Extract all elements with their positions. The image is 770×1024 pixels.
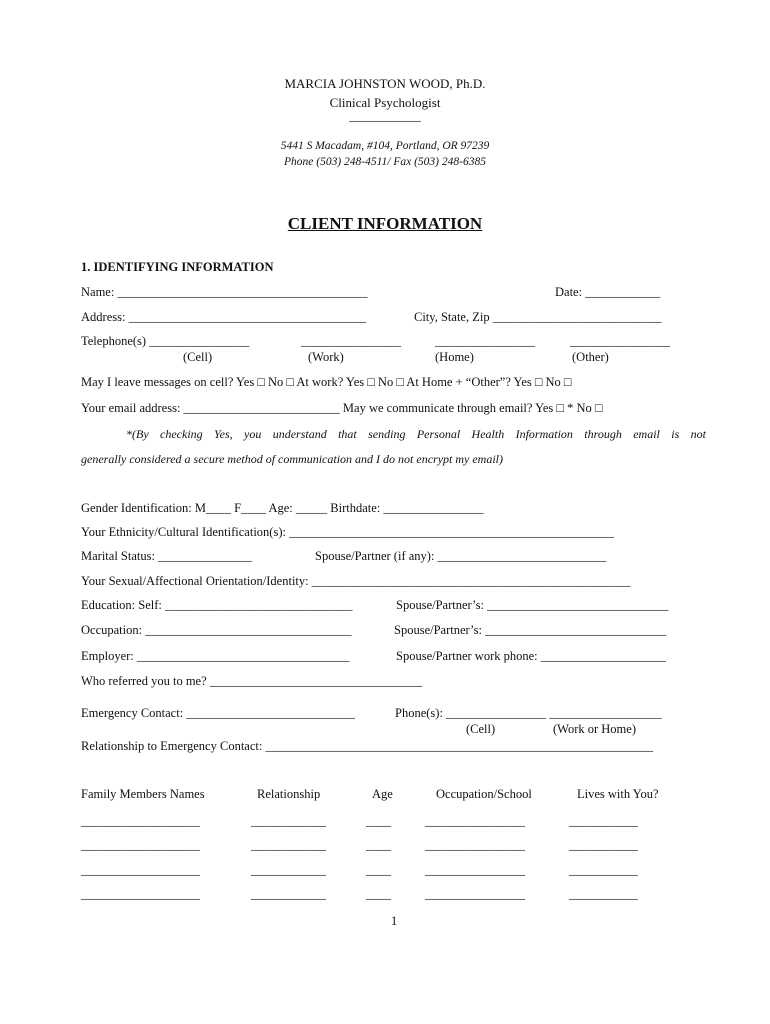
telephone-work-field[interactable]: ________________ <box>301 334 401 348</box>
date-field[interactable]: Date: ____________ <box>555 285 661 299</box>
family-header-names: Family Members Names <box>81 787 205 801</box>
email-disclaimer-line2: generally considered a secure method of communication and I do not encrypt my email) <box>81 452 504 466</box>
education-self-field[interactable]: Education: Self: ______________________________ <box>81 598 353 612</box>
telephone-other-field[interactable]: ________________ <box>570 334 670 348</box>
office-address: 5441 S Macadam, #104, Portland, OR 97239 <box>280 140 490 152</box>
family-header-occupation: Occupation/School <box>436 787 532 801</box>
family-header-age: Age <box>372 787 393 801</box>
family-age-field[interactable]: ____ <box>366 863 391 877</box>
doctor-name: MARCIA JOHNSTON WOOD, Ph.D. <box>284 76 486 91</box>
ethnicity-field[interactable]: Your Ethnicity/Cultural Identification(s): ____________________________________________________ <box>81 525 615 539</box>
family-header-lives-with: Lives with You? <box>577 787 659 801</box>
family-age-field[interactable]: ____ <box>366 838 391 852</box>
label-emergency-work-home: (Work or Home) <box>553 722 636 736</box>
orientation-field[interactable]: Your Sexual/Affectional Orientation/Identity: ___________________________________________________ <box>81 574 631 588</box>
occupation-field[interactable]: Occupation: _________________________________ <box>81 623 352 637</box>
spouse-work-phone-field[interactable]: Spouse/Partner work phone: ____________________ <box>396 649 666 663</box>
messages-permission-row[interactable]: May I leave messages on cell? Yes □ No □ At work? Yes □ No □ At Home + “Other”? Yes □ No □ <box>81 375 572 389</box>
family-relationship-field[interactable]: ____________ <box>251 814 326 828</box>
label-cell: (Cell) <box>183 350 213 364</box>
family-lives-with-field[interactable]: ___________ <box>569 863 638 877</box>
family-header-relationship: Relationship <box>257 787 321 801</box>
occupation-spouse-field[interactable]: Spouse/Partner’s: _____________________________ <box>394 623 667 637</box>
office-phone: Phone (503) 248-4511/ Fax (503) 248-6385 <box>284 156 486 168</box>
section-identifying-information: 1. IDENTIFYING INFORMATION <box>81 260 274 274</box>
family-occupation-field[interactable]: ________________ <box>425 814 525 828</box>
referred-by-field[interactable]: Who referred you to me? __________________________________ <box>81 674 423 688</box>
label-other: (Other) <box>572 350 609 364</box>
family-occupation-field[interactable]: ________________ <box>425 838 525 852</box>
emergency-phones-field[interactable]: Phone(s): ________________ __________________ <box>395 706 662 720</box>
employer-field[interactable]: Employer: __________________________________ <box>81 649 350 663</box>
telephone-cell-field[interactable]: Telephone(s) ________________ <box>81 334 250 348</box>
family-name-field[interactable]: ___________________ <box>81 887 200 901</box>
marital-status-field[interactable]: Marital Status: _______________ <box>81 549 252 563</box>
emergency-relationship-field[interactable]: Relationship to Emergency Contact: ______________________________________________________________ <box>81 739 653 753</box>
email-row[interactable]: Your email address: _________________________ May we communicate through email? Yes □ * No □ <box>81 401 603 415</box>
family-age-field[interactable]: ____ <box>366 814 391 828</box>
label-home: (Home) <box>435 350 474 364</box>
label-work: (Work) <box>308 350 344 364</box>
family-relationship-field[interactable]: ____________ <box>251 838 326 852</box>
telephone-home-field[interactable]: ________________ <box>435 334 535 348</box>
family-lives-with-field[interactable]: ___________ <box>569 838 638 852</box>
address-field[interactable]: Address: ______________________________________ <box>81 310 367 324</box>
emergency-contact-field[interactable]: Emergency Contact: ___________________________ <box>81 706 356 720</box>
family-name-field[interactable]: ___________________ <box>81 863 200 877</box>
family-relationship-field[interactable]: ____________ <box>251 863 326 877</box>
name-field[interactable]: Name: ________________________________________ <box>81 285 368 299</box>
header-rule: ___________ <box>349 108 421 123</box>
family-occupation-field[interactable]: ________________ <box>425 863 525 877</box>
family-age-field[interactable]: ____ <box>366 887 391 901</box>
spouse-partner-field[interactable]: Spouse/Partner (if any): ___________________________ <box>315 549 607 563</box>
family-name-field[interactable]: ___________________ <box>81 838 200 852</box>
gender-age-birthdate-row[interactable]: Gender Identification: M____ F____ Age: _____ Birthdate: ________________ <box>81 501 484 515</box>
doctor-title: Clinical Psychologist <box>329 95 441 110</box>
email-disclaimer-line1: *(By checking Yes, you understand that sending Personal Health Information through email is not <box>126 427 706 441</box>
city-state-zip-field[interactable]: City, State, Zip ___________________________ <box>414 310 662 324</box>
family-occupation-field[interactable]: ________________ <box>425 887 525 901</box>
family-lives-with-field[interactable]: ___________ <box>569 887 638 901</box>
form-title: CLIENT INFORMATION <box>287 214 483 233</box>
family-relationship-field[interactable]: ____________ <box>251 887 326 901</box>
family-lives-with-field[interactable]: ___________ <box>569 814 638 828</box>
education-spouse-field[interactable]: Spouse/Partner’s: _____________________________ <box>396 598 669 612</box>
family-name-field[interactable]: ___________________ <box>81 814 200 828</box>
page-number: 1 <box>391 914 398 928</box>
label-emergency-cell: (Cell) <box>466 722 496 736</box>
